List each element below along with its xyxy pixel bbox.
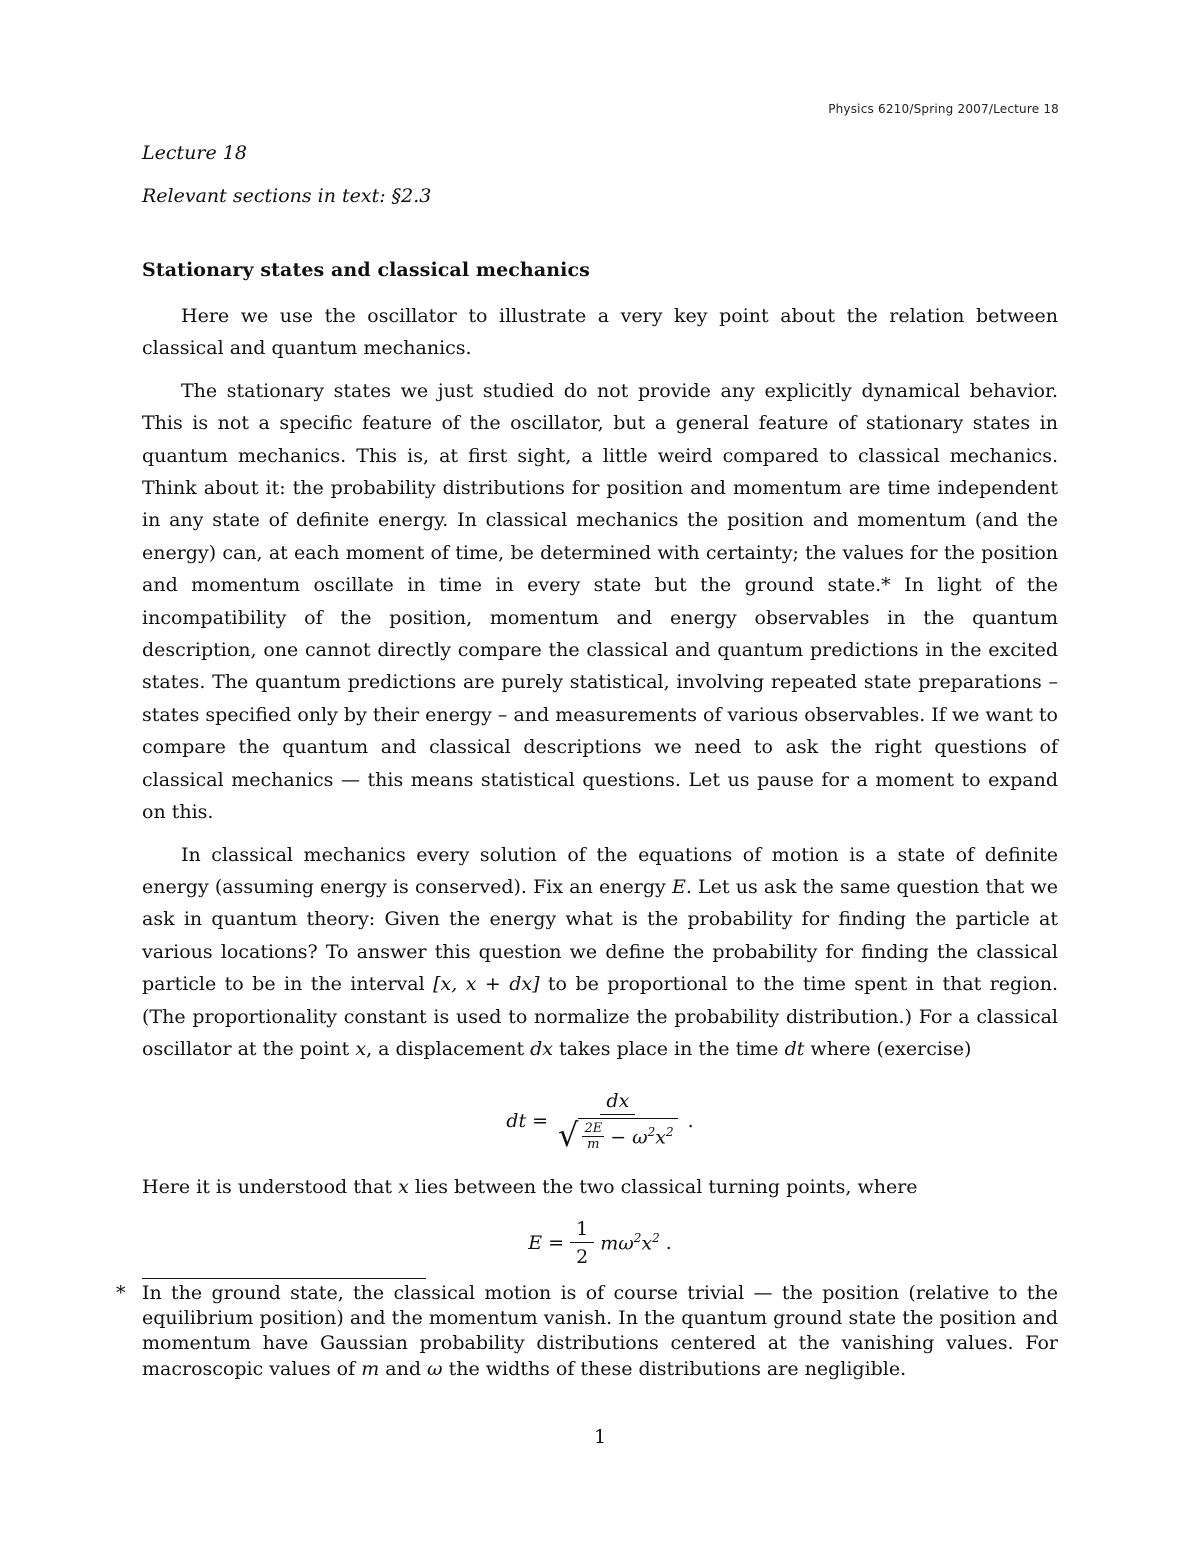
footnote-text: the widths of these distributions are negligible.: [442, 1357, 907, 1380]
paragraph-2: The stationary states we just studied do not provide any explicitly dynamical behavior. This is not a specific feature of the oscillator, but a general feature of stationary states in quantum mechanics. This is, at first sight, a little weird compared to classical mechanics. Think about it: the probability distributions for position and momentum are time independent in any state of definite energy. In classical mechanics the position and momentum (and the energy) can, at each moment of time, be determined with certainty; the values for the position and momentum oscillate in time in every state but the ground state.* In light of the incompatibility of the position, momentum and energy observables in the quantum description, one cannot directly compare the classical and quantum predictions in the excited states. The quantum predictions are purely statistical, involving repeated state preparations – states specified only by their energy – and measurements of various observables. If we want to compare the quantum and classical descriptions we need to ask the right questions of classical mechanics — this means statistical questions. Let us pause for a moment to expand on this.: [142, 379, 1058, 824]
math-m: m: [361, 1357, 380, 1380]
equation-dt-numerator: dx: [600, 1090, 635, 1115]
var-x: x: [655, 1126, 667, 1149]
minus-omega: [610, 1125, 673, 1148]
inner-denominator: m: [587, 1137, 600, 1152]
exponent: 2: [633, 1231, 642, 1246]
page-number: 1: [593, 1426, 607, 1448]
equation-e-period: .: [665, 1232, 672, 1254]
paragraph-3-text: where (exercise): [804, 1037, 972, 1060]
exponent: 2: [666, 1124, 674, 1139]
equation-e-lhs: E =: [528, 1232, 565, 1254]
equation-dt-lhs: dt =: [506, 1110, 549, 1132]
paragraph-3-text: In classical mechanics every solution of the equations of motion is a state of definite energy (assuming energy is conserved). Fix an energy: [142, 843, 1058, 898]
radicand: [578, 1118, 677, 1152]
math-E: E: [671, 875, 686, 898]
paragraph-1: Here we use the oscillator to illustrate a very key point about the relation between classical and quantum mechanics.: [142, 305, 1058, 360]
section-heading: Stationary states and classical mechanics: [142, 259, 590, 281]
minus-omega-text: − ω: [610, 1126, 648, 1149]
footnote-text: In the ground state, the classical motion is of course trivial — the position (relative to the equilibrium position) and the momentum vanish. In the quantum ground state the position and momentum have Gaussian probability distributions centered at the vanishing values. For macroscopic values of: [142, 1282, 1058, 1380]
radical-sign: √: [558, 1116, 579, 1154]
equation-dt-fraction: [558, 1090, 678, 1152]
after-eq-text: Here it is understood that: [142, 1176, 399, 1198]
footnote-text: and: [379, 1357, 428, 1380]
footnote-rule: [142, 1278, 426, 1279]
math-interval: [x, x + dx]: [433, 973, 540, 996]
equation-energy: [142, 1218, 1058, 1278]
equation-e-fraction: [570, 1218, 594, 1268]
equation-dt-denominator: [558, 1115, 678, 1152]
var-x: x: [641, 1232, 653, 1255]
equation-dt: [142, 1090, 1058, 1170]
after-eq-text: lies between the two classical turning points, where: [408, 1176, 918, 1198]
inner-fraction: [582, 1121, 604, 1152]
paragraph-3: [142, 839, 1058, 1066]
math-dx: dx: [530, 1037, 554, 1060]
math-x: x: [355, 1037, 367, 1060]
lecture-title: Lecture 18: [142, 142, 247, 164]
math-dt: dt: [784, 1037, 805, 1060]
square-root: [558, 1118, 678, 1152]
equation-dt-period: .: [687, 1110, 694, 1132]
exponent: 2: [652, 1231, 660, 1246]
equation-e-numerator: 1: [570, 1218, 594, 1243]
footnote-marker: *: [116, 1282, 126, 1304]
after-equation-text: [142, 1171, 1058, 1203]
running-header: Physics 6210/Spring 2007/Lecture 18: [828, 102, 1059, 116]
exponent: 2: [647, 1124, 656, 1139]
body-text: [142, 300, 1058, 1075]
paragraph-3-text: takes place in the time: [553, 1037, 785, 1060]
relevant-sections: Relevant sections in text: §2.3: [142, 185, 432, 207]
m-omega: mω: [600, 1232, 634, 1255]
footnote: [116, 1281, 1058, 1382]
paragraph-3-text: . Let us ask the same question that we ask in quantum theory: Given the energy what is the probability for finding the particle at various locations? To answer this question we define the probability for finding the classical particle to be in the interval: [142, 875, 1058, 996]
math-x: x: [398, 1176, 409, 1198]
paragraph-3-text: , a displacement: [366, 1037, 531, 1060]
equation-e-rhs: [600, 1231, 660, 1254]
paragraph-3-text: to be proportional to the time spent in that region. (The proportionality constant is used to normalize the probability distribution.) For a classical oscillator at the point: [142, 973, 1058, 1060]
equation-e-denominator: 2: [576, 1246, 589, 1268]
inner-numerator: 2E: [584, 1121, 603, 1136]
math-omega: ω: [427, 1357, 443, 1380]
